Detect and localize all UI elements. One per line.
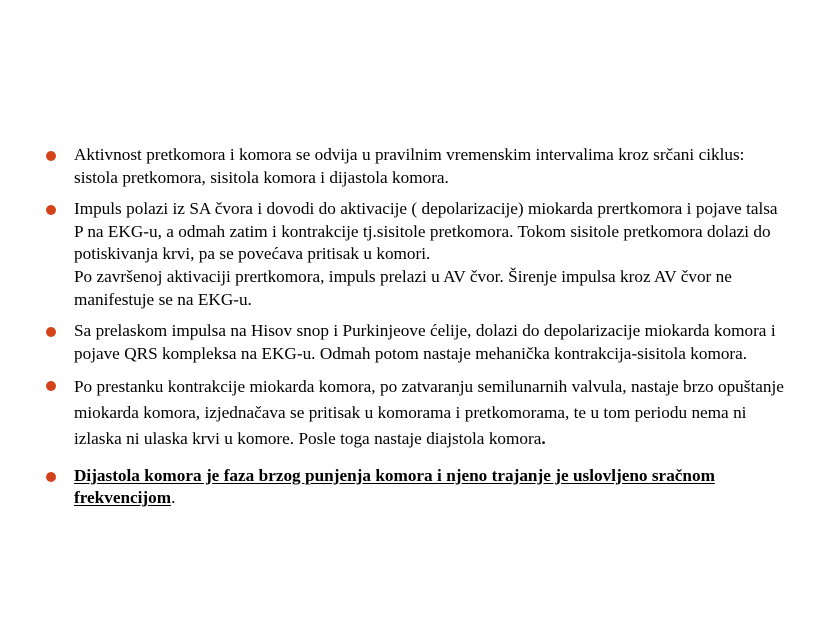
list-item-text: [74, 465, 786, 510]
list-item: [46, 320, 786, 365]
list-item-text: Sa prelaskom impulsa na Hisov snop i Purkinjeove ćelije, dolazi do depolarizacije miokarda komora i pojave QRS kompleksa na EKG-u. Odmah potom nastaje mehanička kontrakcija-sisitola komora.: [74, 321, 776, 363]
bullet-marker: [46, 320, 74, 337]
bullet-marker: [46, 198, 74, 215]
trailing-period: .: [541, 429, 546, 449]
bullet-marker: [46, 465, 74, 482]
slide-body-text: [46, 144, 786, 519]
bullet-marker: [46, 144, 74, 161]
filled-circle-icon: [46, 151, 56, 161]
list-item-emphasized-body: Dijastola komora je faza brzog punjenja komora i njeno trajanje je uslovljeno sračnom frekvencijom: [74, 465, 715, 508]
list-item-paragraph-1: Impuls polazi iz SA čvora i dovodi do aktivacije ( depolarizacije) miokarda prertkomora i pojave talsa P na EKG-u, a odmah zatim i kontrakcije tj.sisitole pretkomora. Tokom sisitole pretkomora dolazi do potiskivanja krvi, pa se povećava pritisak u komori.: [74, 199, 778, 264]
list-item: [46, 198, 786, 311]
list-item: [46, 144, 786, 189]
filled-circle-icon: [46, 327, 56, 337]
bullet-marker: [46, 374, 74, 391]
filled-circle-icon: [46, 472, 56, 482]
list-item-text: [74, 374, 786, 452]
list-item-body: Po prestanku kontrakcije miokarda komora, po zatvaranju semilunarnih valvula, nastaje brzo opuštanje miokarda komora, izjednačava se pritisak u komorama i pretkomorama, te u tom periodu nema ni izlaska ni ulaska krvi u komore. Posle toga nastaje diajstola komora: [74, 377, 784, 449]
list-item-text: [74, 198, 786, 311]
filled-circle-icon: [46, 381, 56, 391]
list-item: [46, 465, 786, 510]
list-item-text: Aktivnost pretkomora i komora se odvija u pravilnim vremenskim intervalima kroz srčani ciklus: sistola pretkomora, sisitola komora i dijastola komora.: [74, 145, 745, 187]
filled-circle-icon: [46, 205, 56, 215]
list-item-paragraph-2: Po završenoj aktivaciji prertkomora, impuls prelazi u AV čvor. Širenje impulsa kroz AV čvor ne manifestuje se na EKG-u.: [74, 267, 732, 309]
trailing-period: .: [171, 488, 176, 508]
list-item: [46, 374, 786, 452]
